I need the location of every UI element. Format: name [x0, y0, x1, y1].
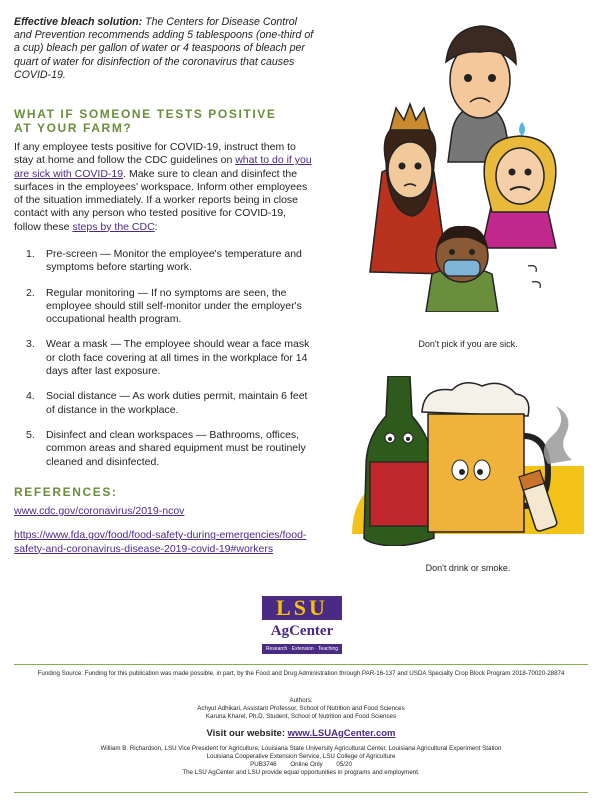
step-text: Disinfect and clean workspaces — Bathrooms, offices, common areas and shared equipment must be routinely cleaned and disinfected.	[46, 428, 306, 468]
lsu-agcenter-logo	[262, 596, 342, 654]
reference-link-cdc[interactable]: www.cdc.gov/coronavirus/2019-ncov	[14, 505, 185, 517]
step-number: 3.	[26, 338, 35, 351]
step-number: 2.	[26, 286, 35, 299]
authors-label: Authors:	[289, 697, 313, 704]
positive-paragraph	[14, 141, 314, 234]
logo-top-text: LSU	[262, 596, 342, 620]
heading-line-1: WHAT IF SOMEONE TESTS POSITIVE	[14, 107, 277, 121]
authors-block	[14, 697, 588, 721]
references-heading: REFERENCES:	[14, 485, 118, 499]
equal-opportunity: The LSU AgCenter and LSU provide equal opportunities in programs and employment.	[182, 769, 420, 776]
cdc-steps-link[interactable]: steps by the CDC	[72, 220, 155, 233]
step-number: 4.	[26, 390, 35, 403]
institution-line-2: Louisiana Cooperative Extension Service, LSU College of Agriculture	[206, 753, 396, 760]
list-item	[26, 248, 316, 275]
logo-bottom-text: AgCenter	[270, 623, 334, 639]
website-line	[14, 728, 588, 740]
step-text: Social distance — As work duties permit, maintain 6 feet of distance in the workplace.	[46, 390, 308, 416]
step-text: Pre-screen — Monitor the employee's temperature and symptoms before starting work.	[46, 248, 302, 274]
bleach-note	[14, 16, 314, 82]
logo-bottom	[262, 620, 342, 644]
bottle-beer-cigarette-illustration	[352, 376, 584, 546]
institution-line-1: William B. Richardson, LSU Vice President for Agriculture, Louisiana State University Agricultural Center, Louisiana Agricultural Experiment Station	[100, 745, 502, 752]
caption-sick: Don't pick if you are sick.	[418, 339, 518, 349]
website-link[interactable]: www.LSUAgCenter.com	[287, 728, 396, 739]
steps-list	[26, 248, 316, 481]
positive-text-2: . Make sure to clean and disinfect the surfaces in the employees' workspace. Inform other employees of the situation immediately. If a worker reports being in close contact with any person who tested positive for COVID-19, follow these	[14, 167, 308, 233]
institution-block	[14, 745, 588, 777]
reference-link-fda[interactable]: https://www.fda.gov/food/food-safety-during-emergencies/food-safety-and-coronavirus-disease-2019-covid-19#workers	[14, 529, 307, 555]
list-item	[26, 390, 316, 417]
positive-text-1: If any employee tests positive for COVID-19, instruct them to stay at home and follow the CDC guidelines on	[14, 141, 296, 167]
website-label: Visit our website:	[206, 728, 285, 739]
step-number: 1.	[26, 248, 35, 260]
funding-source: Funding Source: Funding for this publication was made possible, in part, by the Food and Drug Administration through PAR-16-137 and USDA Specialty Crop Block Program 2018-70020-28874	[37, 670, 565, 677]
references-list	[14, 505, 314, 567]
step-text: Regular monitoring — If no symptoms are seen, the employee should still self-monitor under the employer's occupational health program.	[46, 286, 302, 326]
bleach-text: The Centers for Disease Control and Prevention recommends adding 5 tablespoons (one-third of a cup) bleach per gallon of water or 4 teaspoons of bleach per quart of water for disinfection of the coronavirus that causes COVID-19.	[14, 16, 314, 81]
section-heading-positive	[14, 107, 314, 135]
list-item	[26, 338, 316, 378]
author-1: Achyut Adhikari, Assistant Professor, School of Nutrition and Food Sciences	[197, 705, 405, 712]
step-number: 5.	[26, 428, 35, 441]
heading-line-2: AT YOUR FARM?	[14, 121, 133, 135]
positive-text-3: :	[154, 220, 158, 233]
list-item	[26, 287, 316, 327]
sick-people-illustration	[352, 12, 584, 312]
publication-info: PUB3746 Online Only 05/20	[250, 761, 352, 768]
footer-divider-bottom	[14, 792, 588, 793]
cdc-sick-link[interactable]: what to do if you are sick with COVID-19	[14, 154, 312, 180]
caption-drink: Don't drink or smoke.	[425, 563, 511, 573]
author-2: Karuna Kharel, Ph.D. Student, School of Nutrition and Food Sciences	[205, 713, 397, 720]
footer-divider-top	[14, 664, 588, 665]
bleach-title: Effective bleach solution:	[14, 16, 143, 28]
list-item	[26, 429, 316, 469]
step-text: Wear a mask — The employee should wear a face mask or cloth face covering at all times in the workplace for 14 days after last exposure.	[46, 338, 310, 378]
logo-tagline: Research · Extension · Teaching	[262, 644, 342, 654]
